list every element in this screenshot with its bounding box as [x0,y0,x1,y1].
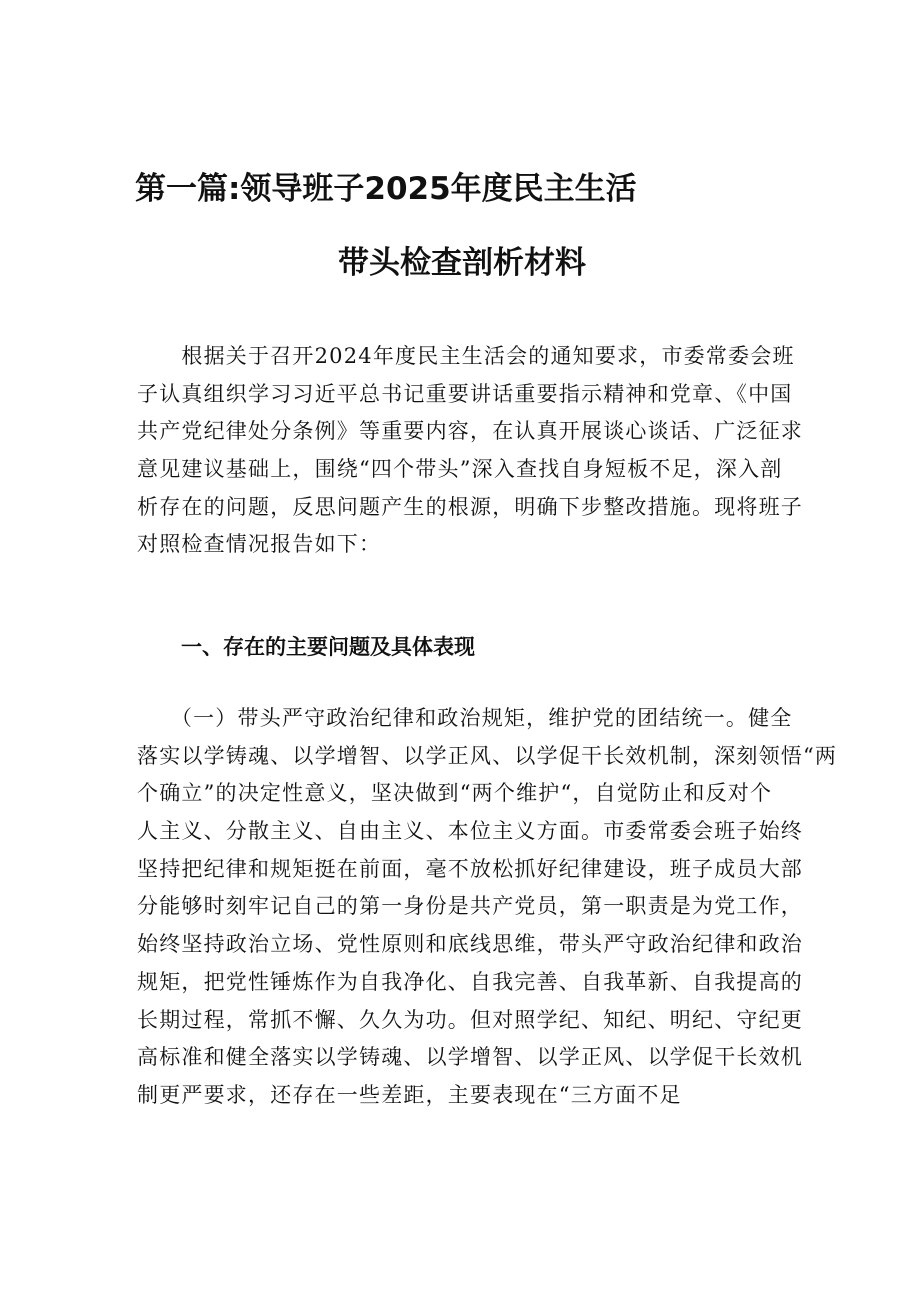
section-1-line: 高标准和健全落实以学铸魂、以学增智、以学正风、以学促干长效机 [137,1045,803,1070]
intro-paragraph [137,338,803,564]
intro-line: 析存在的问题，反思问题产生的根源，明确下步整改措施。现将班子 [137,494,803,519]
section-1-line: （一）带头严守政治纪律和政治规矩，维护党的团结统一。健全 [137,706,793,730]
section-1-line: 长期过程，常抓不懈、久久为功。但对照学纪、知纪、明纪、守纪更 [137,1007,803,1032]
intro-line: 对照检查情况报告如下： [137,532,382,557]
intro-line: 意见建议基础上，围绕“四个带头”深入查找自身短板不足，深入剖 [137,457,783,482]
document-title-line-1: 第一篇:领导班子2025年度民主生活 [135,171,637,207]
intro-line: 根据关于召开2024年度民主生活会的通知要求，市委常委会班 [137,344,795,368]
section-1-line: 始终坚持政治立场、党性原则和底线思维，带头严守政治纪律和政治 [137,932,803,957]
section-1-line: 落实以学铸魂、以学增智、以学正风、以学促干长效机制，深刻领悟“两 [137,743,838,768]
intro-line: 共产党纪律处分条例》等重要内容，在认真开展谈心谈话、广泛征求 [137,419,803,444]
section-heading: 一、存在的主要问题及具体表现 [181,635,475,659]
section-1-paragraph [137,700,838,1115]
section-1-line: 坚持把纪律和规矩挺在前面，毫不放松抓好纪律建设，班子成员大部 [137,856,803,881]
section-1-line: 人主义、分散主义、自由主义、本位主义方面。市委常委会班子始终 [137,819,803,844]
section-1-line: 分能够时刻牢记自己的第一身份是共产党员，第一职责是为党工作， [137,894,803,919]
document-title-line-2: 带头检查剖析材料 [338,245,586,281]
intro-line: 子认真组织学习习近平总书记重要讲话重要指示精神和党章、《中国 [137,381,793,406]
section-1-line: 规矩，把党性锤炼作为自我净化、自我完善、自我革新、自我提高的 [137,969,803,994]
section-1-line: 个确立”的决定性意义，坚决做到“两个维护“，自觉防止和反对个 [137,781,773,806]
section-1-line: 制更严要求，还存在一些差距，主要表现在“三方面不足 [137,1082,682,1107]
